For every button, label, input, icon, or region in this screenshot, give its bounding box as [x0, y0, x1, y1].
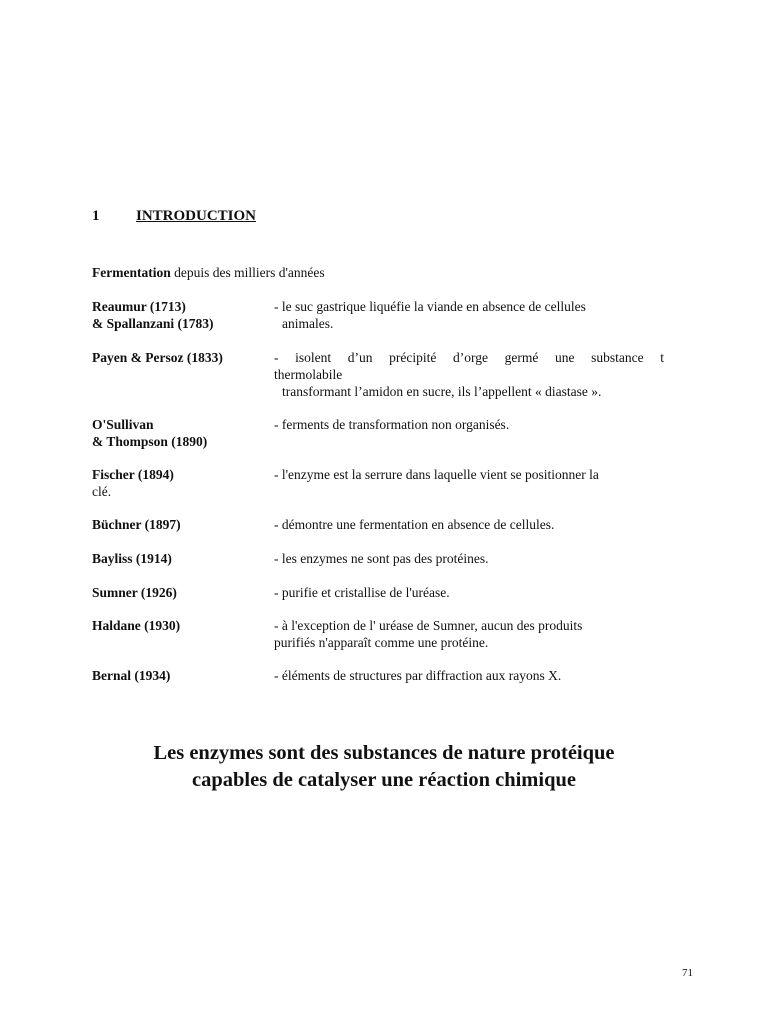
entry-authors — [92, 349, 223, 366]
intro-text: depuis des milliers d'années — [170, 265, 325, 280]
description-line: transformant l’amidon en sucre, ils l’appellent « diastase ». — [282, 384, 602, 399]
page-number: 71 — [682, 967, 693, 979]
description-line: - à l'exception de l' uréase de Sumner, aucun des produits — [274, 618, 583, 633]
description-line: - isolent d’un précipité d’orge germé une substance t — [274, 350, 664, 365]
description-line: - ferments de transformation non organisés. — [274, 417, 510, 432]
description-line: - les enzymes ne sont pas des protéines. — [274, 551, 489, 566]
author-line: O'Sullivan — [92, 417, 154, 432]
author-line: Sumner (1926) — [92, 585, 177, 600]
entry-description — [274, 349, 664, 400]
description-line: clé. — [92, 484, 112, 499]
entry-description — [274, 516, 664, 533]
entry-authors — [92, 667, 170, 684]
entry-authors — [92, 298, 214, 332]
intro-keyword: Fermentation — [92, 265, 171, 280]
author-line: Büchner (1897) — [92, 517, 181, 532]
section-number: 1 — [92, 208, 100, 224]
description-line: - le suc gastrique liquéfie la viande en absence de cellules — [274, 299, 586, 314]
author-line: Reaumur (1713) — [92, 299, 186, 314]
description-line: animales. — [282, 316, 334, 331]
conclusion-line: capables de catalyser une réaction chimique — [192, 769, 576, 791]
entry-authors — [92, 466, 174, 483]
entry-authors — [92, 584, 177, 601]
entry-description — [274, 416, 664, 433]
entry-authors — [92, 516, 181, 533]
entry-description — [274, 550, 664, 567]
entry-description — [274, 617, 664, 651]
entry-authors — [92, 617, 180, 634]
author-line: Payen & Persoz (1833) — [92, 350, 223, 365]
section-heading — [92, 206, 256, 226]
entry-description — [274, 298, 664, 332]
conclusion-statement — [0, 740, 768, 794]
author-line: & Thompson (1890) — [92, 434, 208, 449]
entry-authors — [92, 550, 172, 567]
description-line: thermolabile — [274, 367, 343, 382]
description-line: - démontre une fermentation en absence de cellules. — [274, 517, 555, 532]
description-line: - l'enzyme est la serrure dans laquelle vient se positionner la — [274, 467, 599, 482]
description-line: purifiés n'apparaît comme une protéine. — [274, 635, 489, 650]
entry-authors — [92, 416, 207, 450]
description-line: - purifie et cristallise de l'uréase. — [274, 585, 450, 600]
intro-line — [92, 264, 325, 281]
section-title: INTRODUCTION — [136, 208, 257, 224]
author-line: Fischer (1894) — [92, 467, 174, 482]
author-line: Haldane (1930) — [92, 618, 181, 633]
author-line: Bayliss (1914) — [92, 551, 172, 566]
author-line: Bernal (1934) — [92, 668, 171, 683]
author-line: & Spallanzani (1783) — [92, 316, 214, 331]
conclusion-line: Les enzymes sont des substances de nature protéique — [153, 742, 615, 764]
entry-description — [274, 667, 664, 684]
description-line: - éléments de structures par diffraction aux rayons X. — [274, 668, 562, 683]
entry-description — [274, 584, 664, 601]
